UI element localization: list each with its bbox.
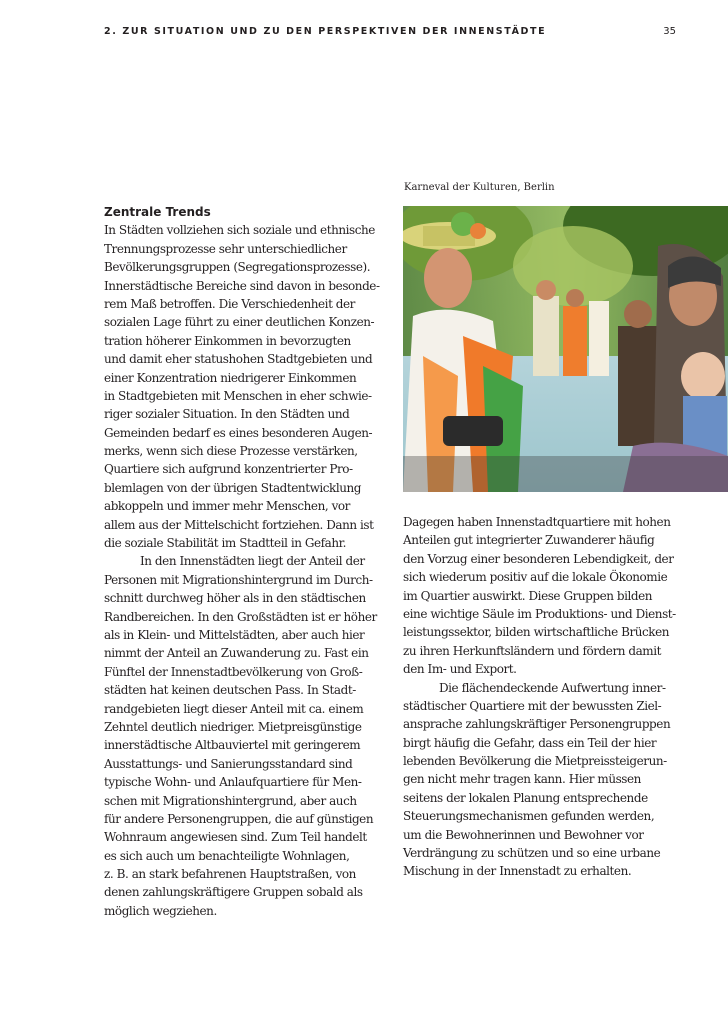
text-line: schen mit Migrationshintergrund, aber auch [104,793,357,808]
text-line: im Quartier auswirkt. Diese Gruppen bilden [403,588,653,603]
text-line: innerstädtische Altbauviertel mit geringerem [104,738,361,753]
text-line: z. B. an stark befahrenen Hauptstraßen, von [104,867,356,882]
text-line: ansprache zahlungskräftiger Personengruppen [403,717,671,732]
left-text-column [104,203,404,920]
text-line: tration höherer Einkommen in bevorzugten [104,333,351,348]
text-line: schnitt durchweg höher als in den städtischen [104,591,366,606]
text-line: sich wiederum positiv auf die lokale Ökonomie [403,570,668,585]
text-line: um die Bewohnerinnen und Bewohner vor [403,827,644,842]
text-line: In Städten vollziehen sich soziale und ethnische [104,223,375,238]
text-line: merks, wenn sich diese Prozesse verstärken, [104,444,358,459]
text-line: birgt häufig die Gefahr, dass ein Teil der hier [403,735,657,750]
text-line: Quartiere sich aufgrund konzentrierter Pro- [104,462,353,477]
text-line: Fünftel der Innenstadtbevölkerung von Groß- [104,664,363,679]
text-line: als in Klein- und Mittelstädten, aber auch hier [104,627,365,642]
page-number: 35 [663,26,676,37]
text-line: seitens der lokalen Planung entsprechende [403,790,648,805]
text-line: abkoppeln und immer mehr Menschen, vor [104,499,350,514]
running-title: 2. ZUR SITUATION UND ZU DEN PERSPEKTIVEN DER INNENSTÄDTE [104,26,547,37]
text-line: denen zahlungskräftigere Gruppen sobald als [104,885,363,900]
text-line: riger sozialer Situation. In den Städten und [104,407,350,422]
text-line: Innerstädtische Bereiche sind davon in besonde- [104,278,380,293]
text-line: zu ihren Herkunftsländern und fördern damit [403,643,661,658]
text-line: es sich auch um benachteiligte Wohnlagen, [104,848,350,863]
text-line: Anteilen gut integrierter Zuwanderer häufig [403,533,655,548]
text-line: in Stadtgebieten mit Menschen in eher schwie- [104,388,372,403]
text-line: Die flächendeckende Aufwertung inner- [439,680,666,695]
text-line: Gemeinden bedarf es eines besonderen Augen- [104,425,373,440]
text-line: die soziale Stabilität im Stadtteil in Gefahr. [104,536,346,551]
text-line: einer Konzentration niedrigerer Einkommen [104,370,357,385]
text-line: sozialen Lage führt zu einer deutlichen Konzen- [104,315,375,330]
figure-caption: Karneval der Kulturen, Berlin [404,182,555,193]
text-line: den Im- und Export. [403,662,517,677]
section-heading: Zentrale Trends [104,205,211,219]
text-line: In den Innenstädten liegt der Anteil der [140,554,365,569]
text-line: Dagegen haben Innenstadtquartiere mit hohen [403,515,671,529]
text-line: Wohnraum angewiesen sind. Zum Teil handelt [104,830,367,845]
text-line: Ausstattungs- und Sanierungsstandard sind [104,756,353,771]
text-line: randgebieten liegt dieser Anteil mit ca. einem [104,701,364,716]
text-line: Randbereichen. In den Großstädten ist er höher [104,609,377,624]
text-line: den Vorzug einer besonderen Lebendigkeit, der [403,551,674,566]
text-line: gen nicht mehr tragen kann. Hier müssen [403,772,641,787]
text-line: leistungssektor, bilden wirtschaftliche Brücken [403,625,670,640]
text-line: städten hat keinen deutschen Pass. In Stadt- [104,683,356,698]
text-line: für andere Personengruppen, die auf günstigen [104,811,374,826]
text-line: typische Wohn- und Anlaufquartiere für Men- [104,775,362,790]
text-line: Bevölkerungsgruppen (Segregationsprozesse). [104,260,371,275]
text-line: Verdrängung zu schützen und so eine urbane [403,846,661,861]
text-line: Mischung in der Innenstadt zu erhalten. [403,864,632,879]
text-line: nimmt der Anteil an Zuwanderung zu. Fast ein [104,646,369,661]
text-line: rem Maß betroffen. Die Verschiedenheit der [104,296,355,311]
text-line: Trennungsprozesse sehr unterschiedlicher [104,241,347,256]
text-line: allem aus der Mittelschicht fortziehen. Dann ist [104,517,374,532]
text-line: städtischer Quartiere mit der bewussten Ziel- [403,698,662,713]
right-text-column [403,513,703,881]
text-line: möglich wegziehen. [104,903,217,918]
carnival-photo [403,206,728,492]
text-line: eine wichtige Säule im Produktions- und Dienst- [403,606,676,621]
text-line: lebenden Bevölkerung die Mietpreissteigerun- [403,754,667,769]
text-line: und damit eher statushohen Stadtgebieten und [104,352,373,367]
text-line: Zehntel deutlich niedriger. Mietpreisgünstige [104,719,362,734]
text-line: Steuerungsmechanismen gefunden werden, [403,809,655,824]
text-line: blemlagen von der übrigen Stadtentwicklung [104,480,362,495]
text-line: Personen mit Migrationshintergrund im Durch- [104,572,373,587]
